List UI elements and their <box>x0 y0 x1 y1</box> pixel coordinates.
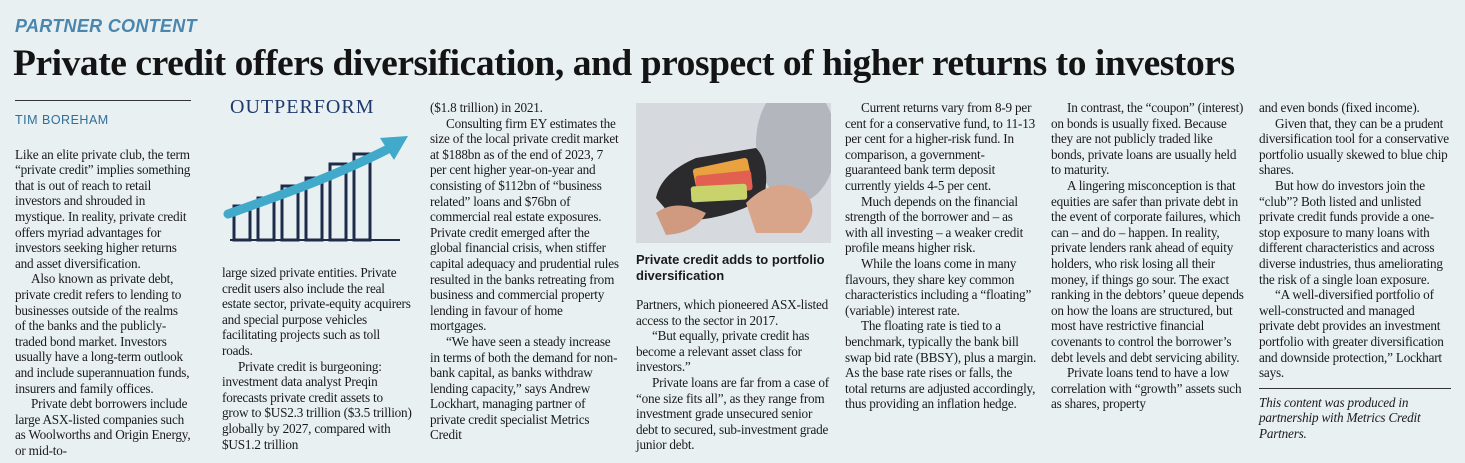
rising-bar-chart-arrow-icon <box>222 128 412 258</box>
paragraph: Also known as private debt, private credit refers to lending to businesses outside of the realms of the banks and the publicly-traded bond market. Investors usually have a long-term outlook and include superannuation funds, insurers and family offices. <box>15 271 190 396</box>
paragraph: But how do investors join the “club”? Both listed and unlisted private credit funds provide a one-stop exposure to many loans with different characteristics and across diverse industries, thus ameliorating the risk of a single loan exposure. <box>1259 177 1443 287</box>
paragraph: Partners, which pioneered ASX-listed access to the sector in 2017. <box>636 297 829 328</box>
credit-rule <box>1259 388 1451 389</box>
byline-rule <box>15 100 191 101</box>
column-4 <box>636 297 831 453</box>
paragraph: Private loans are far from a case of “one size fits all”, as they range from investment grade unsecured senior debt to secured, sub-investment grade junior debt. <box>636 374 829 453</box>
paragraph: Much depends on the financial strength of the borrower and – as with all investing – a weaker credit profile means higher risk. <box>845 193 1024 256</box>
paragraph: “We have seen a steady increase in terms of both the demand for non-bank capital, as banks withdraw lending capacity,” says Andrew Lockhart, managing partner of private credit specialist Metrics Credit <box>430 333 618 443</box>
paragraph: While the loans come in many flavours, they share key common characteristics including a “floating” (variable) interest rate. <box>845 255 1032 318</box>
paragraph: Private loans tend to have a low correlation with “growth” assets such as shares, property <box>1051 365 1242 412</box>
outperform-label: OUTPERFORM <box>230 96 375 118</box>
paragraph: “But equally, private credit has become a relevant asset class for investors.” <box>636 328 810 375</box>
byline: TIM BOREHAM <box>15 113 109 127</box>
paragraph: “A well-diversified portfolio of well-constructed and managed private debt provides an investment portfolio with greater diversification and downside protection,” Lockhart says. <box>1259 287 1444 381</box>
paragraph: ($1.8 trillion) in 2021. <box>430 100 543 115</box>
paragraph: The floating rate is tied to a benchmark, typically the bank bill swap bid rate (BBSY), plus a margin. As the base rate rises or falls, the total returns are adjusted accordingly, thus providing an inflation hedge. <box>845 318 1037 412</box>
column-5 <box>845 100 1037 412</box>
section-kicker: PARTNER CONTENT <box>15 16 197 36</box>
column-3 <box>430 100 620 443</box>
paragraph: Private credit is burgeoning: investment data analyst Preqin forecasts private credit assets to grow to $US2.3 trillion ($3.5 trillion) globally by 2027, compared with $US1.2 trillion <box>222 358 412 452</box>
paragraph: Given that, they can be a prudent diversification tool for a conservative portfolio usually skewed to blue chip shares. <box>1259 115 1449 178</box>
paragraph: Private debt borrowers include large ASX-listed companies such as Woolworths and Origin Energy, or mid-to- <box>15 396 191 458</box>
paragraph: Like an elite private club, the term “private credit” implies something that is out of reach to retail investors and shrouded in mystique. In reality, private credit offers myriad advantages for investors seeking higher returns and asset diversification. <box>15 146 191 271</box>
article-headline: Private credit offers diversification, and prospect of higher returns to investors <box>13 43 1235 84</box>
paragraph: In contrast, the “coupon” (interest) on bonds is usually fixed. Because they are not publicly traded like bonds, private loans are usually held to maturity. <box>1051 100 1244 178</box>
paragraph: large sized private entities. Private credit users also include the real estate sector, private-equity acquirers and special purpose vehicles facilitating projects such as toll roads. <box>222 265 411 358</box>
paragraph: Consulting firm EY estimates the size of the local private credit market at $188bn as of the end of 2023, 7 per cent higher year-on-year and consisting of $112bn of “business related” loans and $76bn of commercial real estate exposures. Private credit emerged after the global financial crisis, when stiffer capital adequacy and prudential rules resulted in the banks retreating from business and commercial property lending in favour of home mortgages. <box>430 115 619 334</box>
wallet-with-cash-photo <box>636 103 831 243</box>
photo-caption: Private credit adds to portfolio diversification <box>636 252 825 283</box>
partner-credit: This content was produced in partnership with Metrics Credit Partners. <box>1259 394 1421 441</box>
column-1 <box>15 100 191 458</box>
paragraph: A lingering misconception is that equities are safer than private debt in the event of corporate failures, which can – and do – happen. In reality, private lenders rank ahead of equity holders, who risk losing all their money, if things go sour. The exact ranking in the debtors’ queue depends on how the loans are structured, but most have restrictive financial covenants to control the borrower’s debt levels and debt servicing ability. <box>1051 177 1244 365</box>
paragraph: and even bonds (fixed income). <box>1259 100 1420 115</box>
column-2 <box>222 265 412 452</box>
column-6 <box>1051 100 1245 412</box>
column-7 <box>1259 100 1451 441</box>
paragraph: Current returns vary from 8-9 per cent for a conservative fund, to 11-13 per cent for a higher-risk fund. In comparison, a government-guaranteed bank term deposit currently yields 4-5 per cent. <box>845 100 1036 193</box>
